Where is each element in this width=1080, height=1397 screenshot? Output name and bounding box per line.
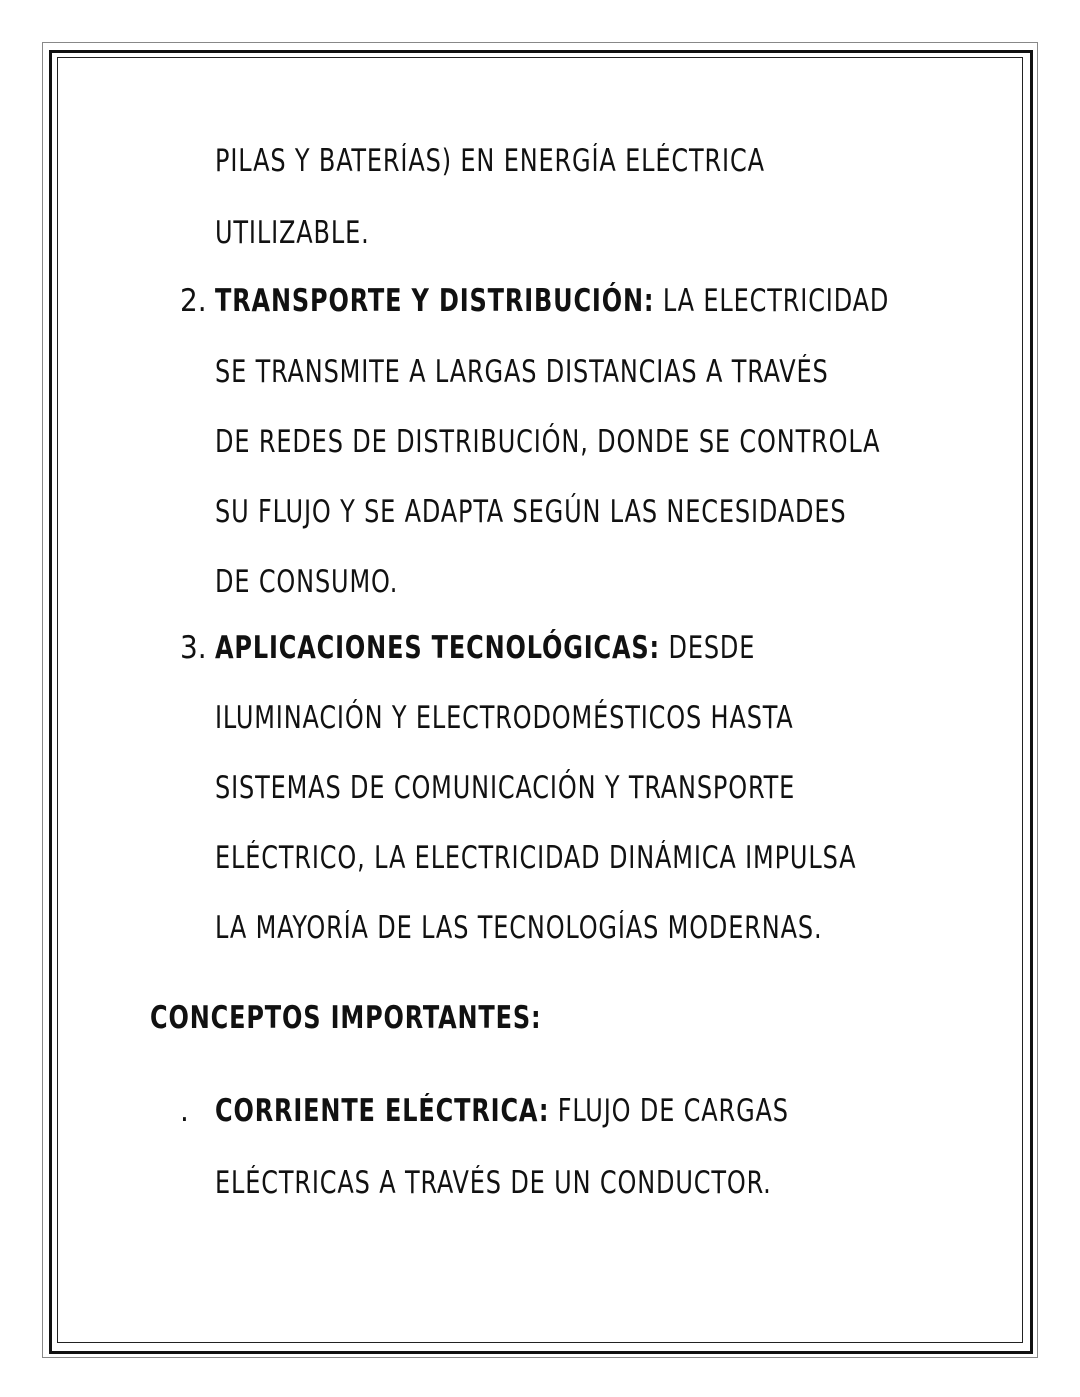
intro-line: UTILIZABLE. — [215, 215, 370, 251]
list-item-line: LA MAYORÍA DE LAS TECNOLOGÍAS MODERNAS. — [215, 910, 823, 946]
list-item-line: DE REDES DE DISTRIBUCIÓN, DONDE SE CONTROLA — [215, 424, 881, 460]
list-item-text: DESDE — [668, 630, 756, 666]
list-item-line: SISTEMAS DE COMUNICACIÓN Y TRANSPORTE — [215, 770, 796, 806]
bullet-line: ELÉCTRICAS A TRAVÉS DE UN CONDUCTOR. — [215, 1165, 772, 1201]
list-number: 2. — [180, 283, 207, 319]
bullet-marker: . — [180, 1093, 189, 1129]
list-item-title: TRANSPORTE Y DISTRIBUCIÓN: — [215, 283, 655, 319]
section-heading: CONCEPTOS IMPORTANTES: — [150, 1000, 542, 1036]
list-item-line: ELÉCTRICO, LA ELECTRICIDAD DINÁMICA IMPULSA — [215, 840, 857, 876]
list-item-title: APLICACIONES TECNOLÓGICAS: — [215, 630, 661, 666]
list-item-first-line — [215, 283, 889, 319]
list-item-first-line — [215, 630, 755, 666]
list-item-line: DE CONSUMO. — [215, 564, 399, 600]
list-item-line: SE TRANSMITE A LARGAS DISTANCIAS A TRAVÉS — [215, 354, 829, 390]
intro-line: PILAS Y BATERÍAS) EN ENERGÍA ELÉCTRICA — [215, 143, 765, 179]
list-number: 3. — [180, 630, 207, 666]
bullet-first-line — [215, 1093, 789, 1129]
bullet-title: CORRIENTE ELÉCTRICA: — [215, 1093, 550, 1129]
bullet-text: FLUJO DE CARGAS — [557, 1093, 789, 1129]
list-item-line: SU FLUJO Y SE ADAPTA SEGÚN LAS NECESIDADES — [215, 494, 847, 530]
list-item-line: ILUMINACIÓN Y ELECTRODOMÉSTICOS HASTA — [215, 700, 794, 736]
list-item-text: LA ELECTRICIDAD — [662, 283, 890, 319]
